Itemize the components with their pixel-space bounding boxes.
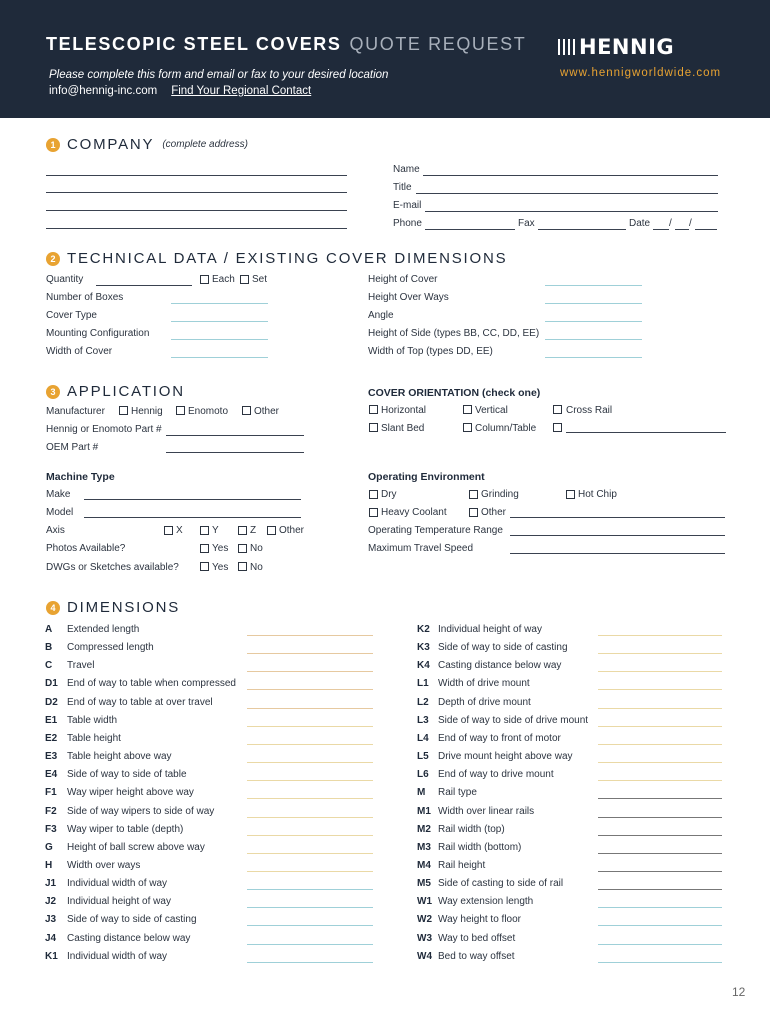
dimension-label: End of way to table at over travel xyxy=(67,696,213,708)
axis-x-label: X xyxy=(176,525,183,536)
dimension-label: Rail width (bottom) xyxy=(438,841,522,853)
dimension-code: L6 xyxy=(417,769,429,781)
date-label: Date xyxy=(629,218,651,229)
horizontal-label: Horizontal xyxy=(381,405,427,416)
technical-field-input[interactable] xyxy=(171,357,268,358)
dimension-input[interactable] xyxy=(598,726,722,727)
axis-other-checkbox[interactable] xyxy=(267,526,276,535)
technical-field-label: Angle xyxy=(368,310,394,321)
dimension-label: Way extension length xyxy=(438,896,534,908)
operating-environment-heading: Operating Environment xyxy=(368,471,485,483)
manufacturer-other-label: Other xyxy=(254,406,280,417)
dimension-input[interactable] xyxy=(598,653,722,654)
vertical-label: Vertical xyxy=(475,405,508,416)
photos-label: Photos Available? xyxy=(46,543,126,554)
dimension-input[interactable] xyxy=(598,671,722,672)
machine-type-heading: Machine Type xyxy=(46,471,115,483)
dimension-input[interactable] xyxy=(598,708,722,709)
section-dimensions-heading xyxy=(46,599,180,616)
grinding-checkbox[interactable] xyxy=(469,490,478,499)
date-separator: / xyxy=(669,218,672,229)
dimension-input[interactable] xyxy=(247,853,373,854)
oem-part-field[interactable] xyxy=(166,452,304,453)
dimension-input[interactable] xyxy=(247,907,373,908)
dimension-label: Side of way to side of casting xyxy=(67,914,197,926)
dimension-label: Side of way to side of casting xyxy=(438,642,568,654)
address-line-field[interactable] xyxy=(46,192,347,193)
dimension-input[interactable] xyxy=(247,726,373,727)
dimension-code: W1 xyxy=(417,896,432,908)
header-banner xyxy=(0,0,770,118)
dimension-code: F2 xyxy=(45,805,57,817)
title-field[interactable] xyxy=(416,193,718,194)
date-day-field[interactable] xyxy=(675,229,689,230)
hennig-checkbox[interactable] xyxy=(119,406,128,415)
technical-field-input[interactable] xyxy=(545,303,642,304)
dimension-label: Travel xyxy=(67,660,95,672)
technical-field-input[interactable] xyxy=(171,321,268,322)
dimension-label: Side of way to side of table xyxy=(67,769,187,781)
dimension-label: Depth of drive mount xyxy=(438,696,531,708)
dimension-input[interactable] xyxy=(247,635,373,636)
column-table-checkbox[interactable] xyxy=(463,423,472,432)
regional-contact-link[interactable]: Find Your Regional Contact xyxy=(171,85,312,97)
dimension-input[interactable] xyxy=(598,689,722,690)
dimension-input[interactable] xyxy=(247,689,373,690)
horizontal-checkbox[interactable] xyxy=(369,405,378,414)
environment-other-checkbox[interactable] xyxy=(469,508,478,517)
axis-z-checkbox[interactable] xyxy=(238,526,247,535)
technical-field-input[interactable] xyxy=(171,339,268,340)
email-label: E-mail xyxy=(393,200,422,211)
technical-field-input[interactable] xyxy=(545,339,642,340)
dimension-label: Side of way wipers to side of way xyxy=(67,805,215,817)
dimension-code: K1 xyxy=(45,950,58,962)
dimension-code: L4 xyxy=(417,732,429,744)
address-line-field[interactable] xyxy=(46,228,347,229)
hennig-logo xyxy=(558,36,674,58)
dimension-input[interactable] xyxy=(247,780,373,781)
logo-bars-icon xyxy=(558,39,575,55)
dimension-code: E4 xyxy=(45,769,58,781)
dimension-input[interactable] xyxy=(598,835,722,836)
dimension-code: G xyxy=(45,841,53,853)
dimension-code: M2 xyxy=(417,823,431,835)
dry-label: Dry xyxy=(381,489,397,500)
dimension-label: Table width xyxy=(67,714,118,726)
dimension-code: J4 xyxy=(45,932,57,944)
each-checkbox[interactable] xyxy=(200,275,209,284)
dimension-label: Way wiper height above way xyxy=(67,787,194,799)
dimension-code: L2 xyxy=(417,696,429,708)
logo-wordmark: HENNIG xyxy=(579,35,675,59)
photos-no-checkbox[interactable] xyxy=(238,544,247,553)
dimension-code: H xyxy=(45,859,53,871)
dimension-code: F3 xyxy=(45,823,57,835)
axis-x-checkbox[interactable] xyxy=(164,526,173,535)
cross-rail-checkbox[interactable] xyxy=(553,405,562,414)
email-field[interactable] xyxy=(425,211,718,212)
address-line-field[interactable] xyxy=(46,210,347,211)
section-application-heading xyxy=(46,383,185,400)
dimension-label: End of way to front of motor xyxy=(438,732,561,744)
dimension-input[interactable] xyxy=(247,944,373,945)
dimension-input[interactable] xyxy=(598,907,722,908)
dimension-input[interactable] xyxy=(247,744,373,745)
dwgs-yes-checkbox[interactable] xyxy=(200,562,209,571)
title-label: Title xyxy=(393,182,412,193)
dimension-code: W2 xyxy=(417,914,432,926)
dimension-code: C xyxy=(45,660,53,672)
vertical-checkbox[interactable] xyxy=(463,405,472,414)
dimension-label: Width over ways xyxy=(67,859,141,871)
dimension-code: L3 xyxy=(417,714,429,726)
dimension-input[interactable] xyxy=(598,871,722,872)
dimension-input[interactable] xyxy=(247,925,373,926)
photos-yes-label: Yes xyxy=(212,543,229,554)
photos-no-label: No xyxy=(250,543,263,554)
dimension-code: M xyxy=(417,787,426,799)
part-number-label: Hennig or Enomoto Part # xyxy=(46,424,162,435)
section-number-badge: 3 xyxy=(46,385,60,399)
dimension-label: Individual height of way xyxy=(67,896,171,908)
environment-other-label: Other xyxy=(481,507,507,518)
dimension-code: M3 xyxy=(417,841,431,853)
cover-orientation-heading: COVER ORIENTATION (check one) xyxy=(368,387,541,399)
date-month-field[interactable] xyxy=(653,229,669,230)
cross-rail-label: Cross Rail xyxy=(566,405,613,416)
dimension-label: Compressed length xyxy=(67,642,154,654)
dimension-code: K4 xyxy=(417,660,430,672)
dimension-input[interactable] xyxy=(247,671,373,672)
dimension-code: D2 xyxy=(45,696,58,708)
dimension-input[interactable] xyxy=(247,762,373,763)
dimension-code: D1 xyxy=(45,678,58,690)
dimension-code: A xyxy=(45,624,53,635)
model-label: Model xyxy=(46,507,74,518)
dry-checkbox[interactable] xyxy=(369,490,378,499)
dimension-code: E3 xyxy=(45,751,58,763)
dimension-label: Individual height of way xyxy=(438,624,542,635)
dimension-input[interactable] xyxy=(247,708,373,709)
slant-bed-checkbox[interactable] xyxy=(369,423,378,432)
technical-field-label: Cover Type xyxy=(46,310,97,321)
orientation-other-checkbox[interactable] xyxy=(553,423,562,432)
dimension-label: Side of casting to side of rail xyxy=(438,878,564,890)
dwgs-yes-label: Yes xyxy=(212,562,229,573)
name-label: Name xyxy=(393,164,420,175)
model-field[interactable] xyxy=(84,517,301,518)
dimension-input[interactable] xyxy=(598,962,722,963)
dimension-input[interactable] xyxy=(247,835,373,836)
section-title: DIMENSIONS xyxy=(67,599,181,616)
heavy-coolant-label: Heavy Coolant xyxy=(381,507,447,518)
manufacturer-label: Manufacturer xyxy=(46,406,105,417)
dimension-code: W3 xyxy=(417,932,432,944)
dwgs-no-label: No xyxy=(250,562,263,573)
dimension-code: F1 xyxy=(45,787,57,799)
dimension-code: L1 xyxy=(417,678,429,690)
dwgs-label: DWGs or Sketches available? xyxy=(46,562,179,573)
dimension-input[interactable] xyxy=(598,853,722,854)
dimension-input[interactable] xyxy=(598,780,722,781)
dimension-code: J1 xyxy=(45,878,57,890)
axis-y-label: Y xyxy=(212,525,219,536)
dimension-code: K3 xyxy=(417,642,430,654)
axis-other-label: Other xyxy=(279,525,305,536)
date-year-field[interactable] xyxy=(695,229,717,230)
part-number-field[interactable] xyxy=(166,435,304,436)
contact-email[interactable]: info@hennig-inc.com xyxy=(49,85,158,97)
technical-field-input[interactable] xyxy=(545,357,642,358)
environment-other-field[interactable] xyxy=(510,517,725,518)
dimension-input[interactable] xyxy=(598,889,722,890)
dimension-input[interactable] xyxy=(247,889,373,890)
technical-field-label: Width of Cover xyxy=(46,346,113,357)
dimension-label: Rail type xyxy=(438,787,477,799)
dimension-label: Rail width (top) xyxy=(438,823,505,835)
set-checkbox[interactable] xyxy=(240,275,249,284)
dimension-label: Rail height xyxy=(438,859,486,871)
fax-label: Fax xyxy=(518,218,535,229)
dimension-input[interactable] xyxy=(598,944,722,945)
phone-label: Phone xyxy=(393,218,422,229)
dimension-label: End of way to table when compressed xyxy=(67,678,236,690)
dimension-label: Casting distance below way xyxy=(438,660,562,672)
dimension-input[interactable] xyxy=(247,871,373,872)
column-table-label: Column/Table xyxy=(475,423,537,434)
photos-yes-checkbox[interactable] xyxy=(200,544,209,553)
hot-chip-checkbox[interactable] xyxy=(566,490,575,499)
dimension-code: M5 xyxy=(417,878,431,890)
dimension-label: Individual width of way xyxy=(67,878,168,890)
technical-field-label: Width of Top (types DD, EE) xyxy=(368,346,493,357)
fax-field[interactable] xyxy=(538,229,626,230)
temperature-range-field[interactable] xyxy=(510,535,725,536)
technical-field-input[interactable] xyxy=(545,285,642,286)
make-field[interactable] xyxy=(84,499,301,500)
dimension-input[interactable] xyxy=(598,817,722,818)
section-title: APPLICATION xyxy=(67,383,185,400)
make-label: Make xyxy=(46,489,71,500)
dimension-code: M4 xyxy=(417,859,431,871)
dimension-input[interactable] xyxy=(598,762,722,763)
dimension-input[interactable] xyxy=(598,744,722,745)
technical-field-label: Mounting Configuration xyxy=(46,328,150,339)
oem-part-label: OEM Part # xyxy=(46,442,99,453)
dimension-code: E1 xyxy=(45,714,58,726)
enomoto-label: Enomoto xyxy=(188,406,229,417)
dimension-label: Way height to floor xyxy=(438,914,522,926)
form-subtitle: Please complete this form and email or fax to your desired location xyxy=(49,69,389,81)
phone-field[interactable] xyxy=(425,229,515,230)
title-bold: TELESCOPIC STEEL COVERS xyxy=(46,34,342,54)
each-label: Each xyxy=(212,274,235,285)
manufacturer-other-checkbox[interactable] xyxy=(242,406,251,415)
name-field[interactable] xyxy=(423,175,718,176)
dimension-code: B xyxy=(45,642,53,654)
dimension-input[interactable] xyxy=(247,653,373,654)
dimension-input[interactable] xyxy=(247,962,373,963)
hot-chip-label: Hot Chip xyxy=(578,489,617,500)
dimension-input[interactable] xyxy=(247,798,373,799)
section-company-heading xyxy=(46,136,248,153)
dimension-label: Side of way to side of drive mount xyxy=(438,714,589,726)
dwgs-no-checkbox[interactable] xyxy=(238,562,247,571)
dimension-code: E2 xyxy=(45,732,58,744)
dimension-label: Table height above way xyxy=(67,751,172,763)
date-separator: / xyxy=(689,218,692,229)
dimension-code: K2 xyxy=(417,624,430,635)
section-title: TECHNICAL DATA / EXISTING COVER DIMENSIONS xyxy=(67,250,508,267)
dimension-label: Way to bed offset xyxy=(438,932,516,944)
technical-field-input[interactable] xyxy=(545,321,642,322)
hennig-label: Hennig xyxy=(131,406,163,417)
form-title xyxy=(46,34,526,55)
title-light: QUOTE REQUEST xyxy=(349,34,527,54)
dimension-label: Table height xyxy=(67,732,121,744)
dimension-input[interactable] xyxy=(598,798,722,799)
dimension-code: J3 xyxy=(45,914,57,926)
dimension-code: L5 xyxy=(417,751,429,763)
section-technical-heading xyxy=(46,250,507,267)
axis-label: Axis xyxy=(46,525,65,536)
dimension-label: Way wiper to table (depth) xyxy=(67,823,184,835)
dimension-input[interactable] xyxy=(247,817,373,818)
dimension-label: Individual width of way xyxy=(67,950,168,962)
orientation-other-field[interactable] xyxy=(566,432,726,433)
dimension-label: Bed to way offset xyxy=(438,950,515,962)
dimension-label: Extended length xyxy=(67,624,140,635)
dimension-code: J2 xyxy=(45,896,57,908)
dimension-label: Width of drive mount xyxy=(438,678,530,690)
dimension-label: Width over linear rails xyxy=(438,805,535,817)
website-link[interactable]: www.hennigworldwide.com xyxy=(560,67,722,79)
dimension-input[interactable] xyxy=(598,925,722,926)
section-number-badge: 2 xyxy=(46,252,60,266)
dimension-code: M1 xyxy=(417,805,431,817)
dimension-label: Drive mount height above way xyxy=(438,751,573,763)
enomoto-checkbox[interactable] xyxy=(176,406,185,415)
slant-bed-label: Slant Bed xyxy=(381,423,425,434)
max-travel-speed-field[interactable] xyxy=(510,553,725,554)
dimension-code: W4 xyxy=(417,950,432,962)
quantity-field[interactable] xyxy=(96,285,192,286)
dimension-label: End of way to drive mount xyxy=(438,769,554,781)
max-travel-speed-label: Maximum Travel Speed xyxy=(368,543,474,554)
contact-line xyxy=(49,85,311,97)
axis-y-checkbox[interactable] xyxy=(200,526,209,535)
grinding-label: Grinding xyxy=(481,489,519,500)
heavy-coolant-checkbox[interactable] xyxy=(369,508,378,517)
quantity-label: Quantity xyxy=(46,274,84,285)
dimension-label: Casting distance below way xyxy=(67,932,191,944)
technical-field-label: Number of Boxes xyxy=(46,292,124,303)
set-label: Set xyxy=(252,274,268,285)
page-number: 12 xyxy=(732,985,746,999)
technical-field-label: Height of Cover xyxy=(368,274,438,285)
section-number-badge: 4 xyxy=(46,601,60,615)
dimension-label: Height of ball screw above way xyxy=(67,841,205,853)
axis-z-label: Z xyxy=(250,525,257,536)
temperature-range-label: Operating Temperature Range xyxy=(368,525,503,536)
technical-field-label: Height Over Ways xyxy=(368,292,449,303)
technical-field-input[interactable] xyxy=(171,303,268,304)
section-note: (complete address) xyxy=(162,139,248,150)
dimension-input[interactable] xyxy=(598,635,722,636)
section-title: COMPANY xyxy=(67,136,155,153)
section-number-badge: 1 xyxy=(46,138,60,152)
technical-field-label: Height of Side (types BB, CC, DD, EE) xyxy=(368,328,540,339)
address-line-field[interactable] xyxy=(46,175,347,176)
